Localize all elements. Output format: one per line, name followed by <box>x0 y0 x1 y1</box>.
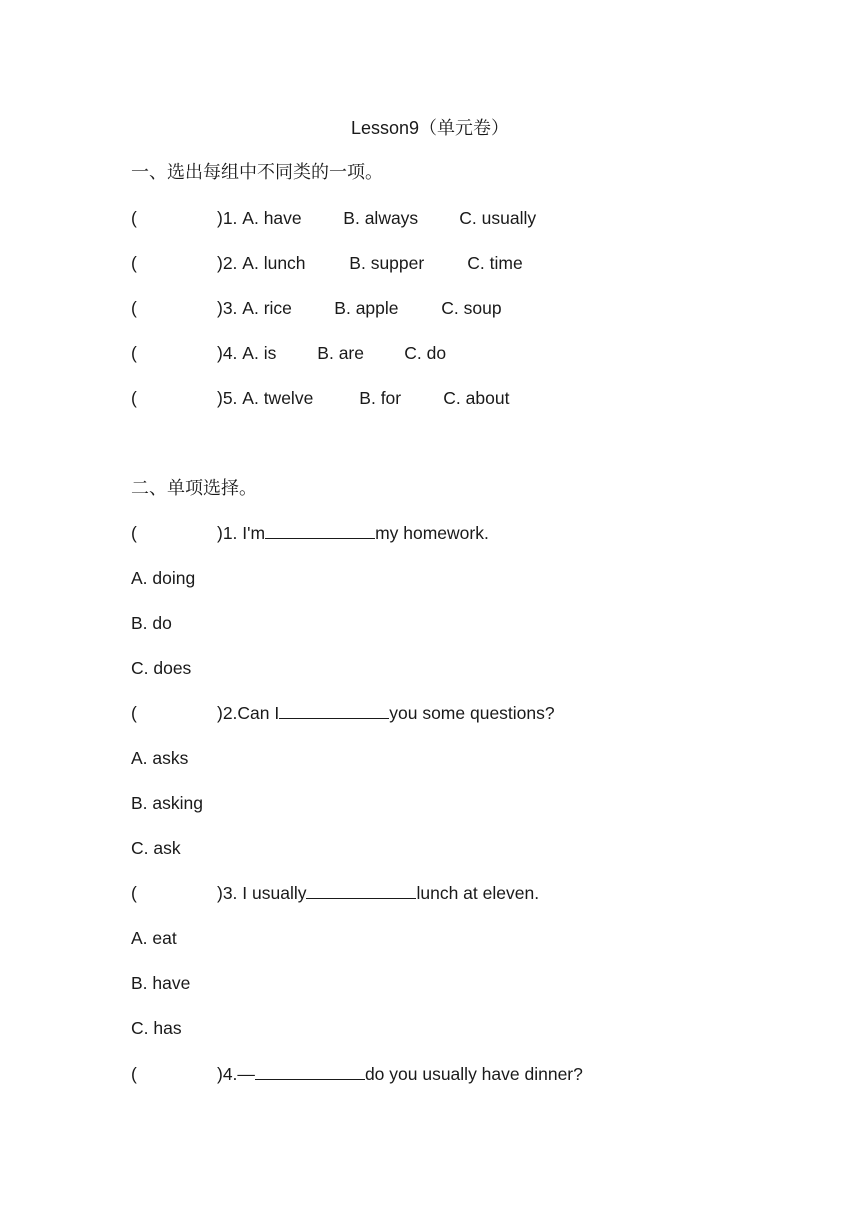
section1-item-4 <box>131 340 446 366</box>
option-c: C. do <box>404 343 447 363</box>
option-c: C. soup <box>441 298 502 318</box>
item-number: )1. <box>217 208 243 228</box>
answer-paren: ( <box>131 388 137 408</box>
section1-heading: 一、选出每组中不同类的一项。 <box>131 162 383 183</box>
fill-blank <box>279 700 389 719</box>
question-1-option-a: A. doing <box>131 568 196 588</box>
question-stem-start: )2.Can I <box>217 703 280 723</box>
option-b: B. apple <box>334 298 399 318</box>
item-number: )3. <box>217 298 243 318</box>
answer-paren: ( <box>131 523 137 543</box>
question-3-option-b: B. have <box>131 973 191 993</box>
section1-item-5 <box>131 385 509 411</box>
answer-paren: ( <box>131 883 137 903</box>
question-stem-end: do you usually have dinner? <box>364 1064 583 1084</box>
question-stem-start: )1. I'm <box>217 523 266 543</box>
answer-paren: ( <box>131 298 137 318</box>
section2-heading: 二、单项选择。 <box>131 478 257 499</box>
answer-paren: ( <box>131 1064 137 1084</box>
option-a: A. have <box>242 208 302 228</box>
section1-item-2 <box>131 250 523 276</box>
question-1-option-b: B. do <box>131 613 172 633</box>
option-c: C. about <box>443 388 510 408</box>
option-b: B. supper <box>349 253 425 273</box>
question-2-option-a: A. asks <box>131 748 189 768</box>
option-b: B. for <box>359 388 402 408</box>
item-number: )2. <box>217 253 243 273</box>
section2-question-3 <box>131 880 539 906</box>
question-stem-start: )3. I usually <box>217 883 307 903</box>
question-stem-start: )4.— <box>217 1064 255 1084</box>
answer-paren: ( <box>131 253 137 273</box>
question-2-option-b: B. asking <box>131 793 203 813</box>
option-b: B. are <box>317 343 364 363</box>
option-b: B. always <box>343 208 419 228</box>
answer-paren: ( <box>131 343 137 363</box>
answer-paren: ( <box>131 208 137 228</box>
question-3-option-c: C. has <box>131 1018 182 1038</box>
answer-paren: ( <box>131 703 137 723</box>
option-a: A. lunch <box>242 253 306 273</box>
question-1-option-c: C. does <box>131 658 192 678</box>
option-c: C. usually <box>459 208 537 228</box>
question-stem-end: my homework. <box>375 523 489 543</box>
option-c: C. time <box>467 253 523 273</box>
item-number: )4. <box>217 343 243 363</box>
fill-blank <box>265 520 375 539</box>
fill-blank <box>306 880 416 899</box>
option-a: A. rice <box>242 298 292 318</box>
question-stem-end: you some questions? <box>389 703 555 723</box>
section2-question-2 <box>131 700 555 726</box>
section1-item-3 <box>131 295 502 321</box>
section1-item-1 <box>131 205 536 231</box>
fill-blank <box>255 1061 365 1080</box>
question-2-option-c: C. ask <box>131 838 181 858</box>
question-stem-end: lunch at eleven. <box>416 883 540 903</box>
question-3-option-a: A. eat <box>131 928 177 948</box>
option-a: A. twelve <box>242 388 314 408</box>
option-a: A. is <box>242 343 277 363</box>
item-number: )5. <box>217 388 243 408</box>
section2-question-1 <box>131 520 489 546</box>
page-title: Lesson9（单元卷） <box>350 118 510 138</box>
section2-question-4 <box>131 1061 583 1087</box>
